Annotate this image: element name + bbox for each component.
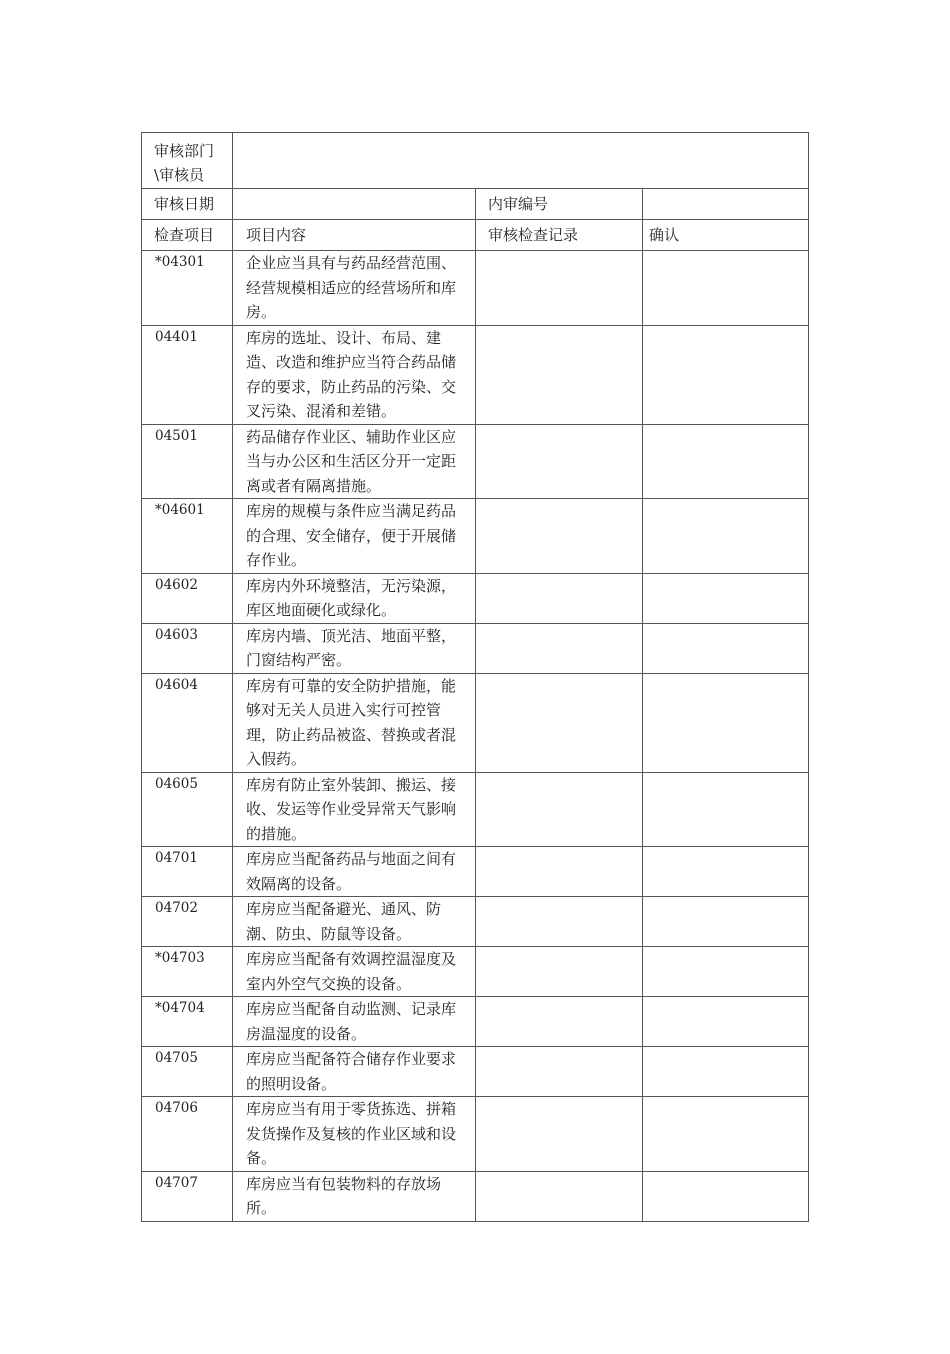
item-code: *04704 [142,997,233,1047]
item-code: 04401 [142,325,233,424]
date-label: 审核日期 [142,189,233,220]
audit-record-cell[interactable] [476,251,643,326]
audit-record-cell[interactable] [476,997,643,1047]
confirm-cell[interactable] [643,573,809,623]
confirm-cell[interactable] [643,424,809,499]
table-row [142,573,809,623]
item-code: *04703 [142,947,233,997]
table-row [142,1047,809,1097]
item-content: 库房应当配备自动监测、记录库房温湿度的设备。 [233,997,476,1047]
item-code: 04602 [142,573,233,623]
audit-record-cell[interactable] [476,772,643,847]
confirm-cell[interactable] [643,673,809,772]
item-code: 04604 [142,673,233,772]
table-row [142,997,809,1047]
audit-record-cell[interactable] [476,1047,643,1097]
audit-record-cell[interactable] [476,1097,643,1172]
col-content-header: 项目内容 [233,220,476,251]
item-content: 库房有可靠的安全防护措施，能够对无关人员进入实行可控管理，防止药品被盗、替换或者混入假药。 [233,673,476,772]
item-content: 库房应当配备避光、通风、防潮、防虫、防鼠等设备。 [233,897,476,947]
item-code: 04706 [142,1097,233,1172]
item-content: 药品储存作业区、辅助作业区应当与办公区和生活区分开一定距离或者有隔离措施。 [233,424,476,499]
item-content: 库房内墙、顶光洁、地面平整，门窗结构严密。 [233,623,476,673]
header-row-dept [142,133,809,189]
audit-record-cell[interactable] [476,897,643,947]
audit-record-cell[interactable] [476,499,643,574]
table-row [142,623,809,673]
item-code: *04301 [142,251,233,326]
audit-record-cell[interactable] [476,673,643,772]
table-row [142,251,809,326]
confirm-cell[interactable] [643,997,809,1047]
item-content: 库房的规模与条件应当满足药品的合理、安全储存，便于开展储存作业。 [233,499,476,574]
confirm-cell[interactable] [643,1047,809,1097]
confirm-cell[interactable] [643,1171,809,1221]
audit-record-cell[interactable] [476,623,643,673]
audit-record-cell[interactable] [476,573,643,623]
confirm-cell[interactable] [643,251,809,326]
confirm-cell[interactable] [643,499,809,574]
table-row [142,1171,809,1221]
audit-checklist-table [141,132,809,1222]
confirm-cell[interactable] [643,897,809,947]
col-record-header: 审核检查记录 [476,220,643,251]
table-row [142,325,809,424]
audit-record-cell[interactable] [476,424,643,499]
table-row [142,897,809,947]
date-value[interactable] [233,189,476,220]
item-code: 04701 [142,847,233,897]
table-row [142,673,809,772]
item-content: 库房应当配备符合储存作业要求的照明设备。 [233,1047,476,1097]
audit-no-value[interactable] [643,189,809,220]
table-row [142,847,809,897]
item-content: 库房有防止室外装卸、搬运、接收、发运等作业受异常天气影响的措施。 [233,772,476,847]
confirm-cell[interactable] [643,847,809,897]
item-code: 04605 [142,772,233,847]
item-code: 04705 [142,1047,233,1097]
item-content: 库房应当有包装物料的存放场所。 [233,1171,476,1221]
audit-no-label: 内审编号 [476,189,643,220]
dept-value[interactable] [233,133,809,189]
item-code: 04501 [142,424,233,499]
confirm-cell[interactable] [643,1097,809,1172]
item-content: 库房应当配备药品与地面之间有效隔离的设备。 [233,847,476,897]
dept-label: 审核部门\审核员 [142,133,233,189]
item-code: 04702 [142,897,233,947]
table-row [142,772,809,847]
audit-record-cell[interactable] [476,1171,643,1221]
item-code: 04603 [142,623,233,673]
confirm-cell[interactable] [643,623,809,673]
table-row [142,424,809,499]
item-content: 库房内外环境整洁，无污染源，库区地面硬化或绿化。 [233,573,476,623]
audit-record-cell[interactable] [476,947,643,997]
item-content: 企业应当具有与药品经营范围、经营规模相适应的经营场所和库房。 [233,251,476,326]
confirm-cell[interactable] [643,947,809,997]
confirm-cell[interactable] [643,325,809,424]
column-header-row [142,220,809,251]
item-content: 库房应当配备有效调控温湿度及室内外空气交换的设备。 [233,947,476,997]
item-content: 库房应当有用于零货拣选、拼箱发货操作及复核的作业区域和设备。 [233,1097,476,1172]
item-content: 库房的选址、设计、布局、建造、改造和维护应当符合药品储存的要求，防止药品的污染、交叉污染、混淆和差错。 [233,325,476,424]
col-item-header: 检查项目 [142,220,233,251]
header-row-date [142,189,809,220]
confirm-cell[interactable] [643,772,809,847]
audit-record-cell[interactable] [476,325,643,424]
table-row [142,1097,809,1172]
table-row [142,947,809,997]
audit-record-cell[interactable] [476,847,643,897]
item-code: *04601 [142,499,233,574]
item-code: 04707 [142,1171,233,1221]
table-row [142,499,809,574]
col-confirm-header: 确认 [643,220,809,251]
